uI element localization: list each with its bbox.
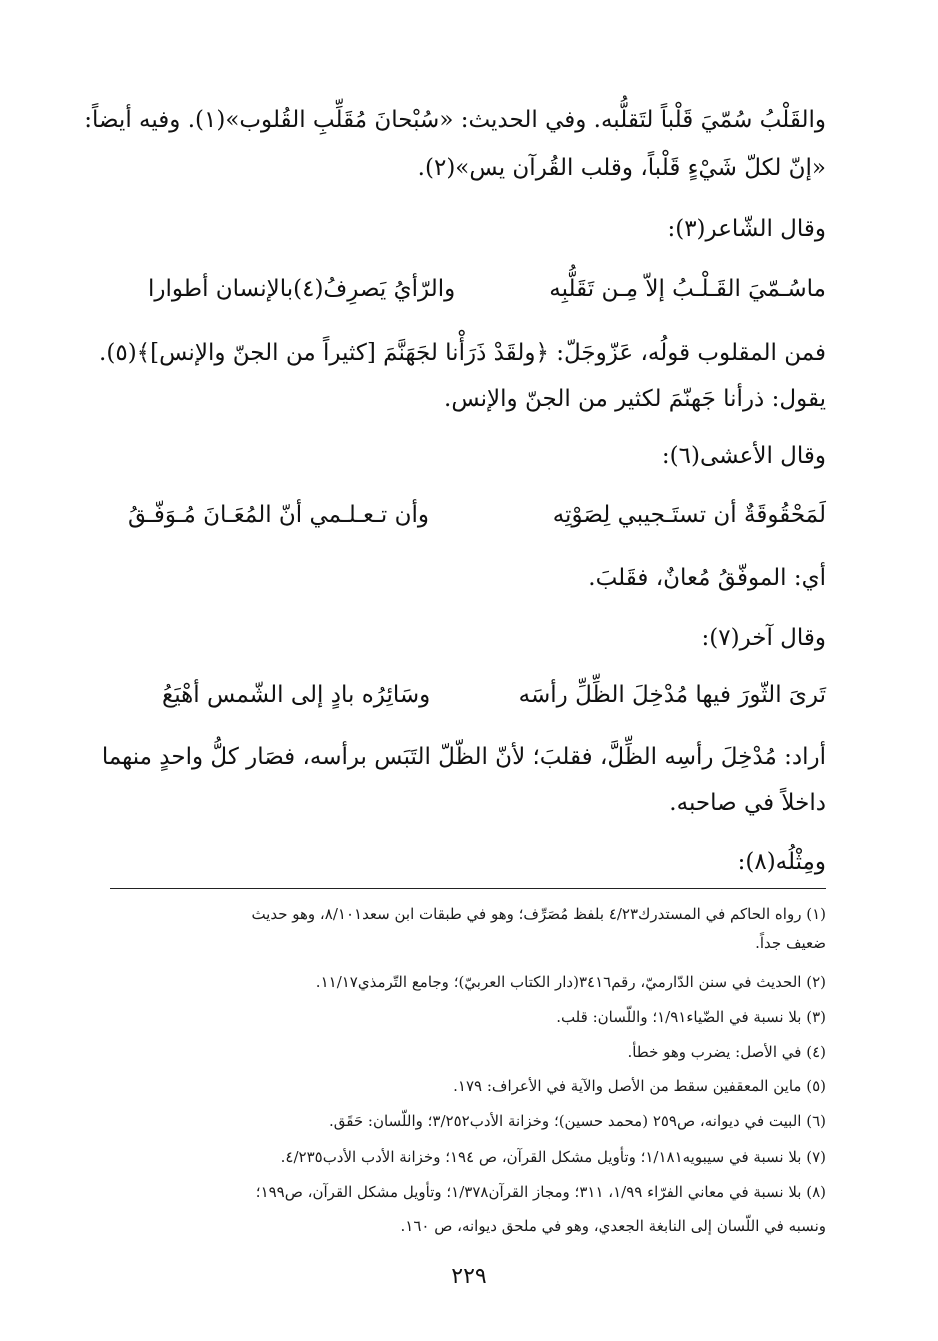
footnote-line: ونسبه في اللّسان إلى النابغة الجعدي، وهو في ملحق ديوانه، ص ١٦٠. [400, 1217, 826, 1235]
footnote-line: (٢) الحديث في سنن الدّارميّ، رقم٣٤١٦(دار الكتاب العربيّ)؛ وجامع التّرمذي١١/١٧. [315, 973, 826, 991]
verse-second-hemistich: وسَائِرُه بادٍ إلى الشّمس أهْيَعُ [162, 682, 431, 708]
body-line: داخلاً في صاحبه. [669, 790, 826, 816]
footnote-line: (٦) البيت في ديوانه، ص٢٥٩ (محمد حسين)؛ وخزانة الأدب٣/٢٥٢؛ واللّسان: حَقَق. [329, 1112, 826, 1130]
page-number: ٢٢٩ [451, 1264, 487, 1289]
verse-first-hemistich: لَمَحْقُوقَةٌ أن تستَـجيبي لِصَوْتِه [552, 502, 826, 528]
poet-intro: ومِثْلُه(٨): [737, 849, 826, 875]
verse-second-hemistich: وأن تـعـلـمي أنّ المُعَـانَ مُـوَفّـقُ [128, 502, 429, 528]
footnote-line: (٣) بلا نسبة في الضّياء١/٩١؛ واللّسان: قلب. [556, 1008, 826, 1026]
footnote-line: ضعيف جداً. [755, 934, 826, 952]
verse-second-hemistich: والرّأيُ يَصرِفُ(٤)بالإنسان أطوارا [148, 276, 456, 302]
footnote-line: (٤) في الأصل: يضرب وهو خطأ. [627, 1043, 826, 1061]
body-line: أي: الموفّقُ مُعانٌ، فقَلبَ. [588, 565, 826, 591]
footnote-line: (١) رواه الحاكم في المستدرك٤/٢٣ بلفظ مُصَرِّف؛ وهو في طبقات ابن سعد٨/١٠١، وهو حديث [251, 905, 826, 923]
verse-first-hemistich: ماسُـمّيَ القَـلْـبُ إلاّ مِـن تَقَلُّبِه [549, 276, 826, 302]
body-line: فمن المقلوب قولُه، عَزّوجَلّ: ﴿ولقَدْ ذَرَأْنا لجَهَنَّمَ [كثيراً من الجنّ والإنس]﴾(٥). [99, 340, 826, 366]
poet-intro: وقال الأعشى(٦): [661, 443, 826, 469]
verse-first-hemistich: تَرىَ الثّورَ فيها مُدْخِلَ الظِّلِّ رأسَه [518, 682, 826, 708]
body-line: «إنّ لكلّ شَيْءٍ قَلْباً، وقلب القُرآن يس»(٢). [417, 155, 826, 181]
footnote-line: (٥) ماين المعقفين سقط من الأصل والآية في الأعراف: ١٧٩. [453, 1077, 826, 1095]
poet-intro: وقال آخر(٧): [701, 625, 826, 651]
footnote-separator [110, 888, 826, 889]
footnote-line: (٧) بلا نسبة في سيبويه١/١٨١؛ وتأويل مشكل القرآن، ص ١٩٤؛ وخزانة الأدب الأدب٤/٢٣٥. [280, 1148, 826, 1166]
footnote-line: (٨) بلا نسبة في معاني الفرّاء ١/٩٩، ٣١١؛ ومجاز القرآن١/٣٧٨؛ وتأويل مشكل القرآن، ص١٩٩؛ [255, 1183, 826, 1201]
body-line: والقَلْبُ سُمّيَ قَلْباً لتَقلُّبه. وفي الحديث: «سُبْحانَ مُقَلِّبِ القُلوب»(١). وفيه أيضاً: [84, 107, 826, 133]
body-line: أراد: مُدْخِلَ رأسِه الظِّلَّ، فقلبَ؛ لأنّ الظّلّ التَبَس برأسه، فصَار كلُّ واحدٍ منهما [101, 744, 826, 770]
poet-intro: وقال الشّاعر(٣): [667, 216, 826, 242]
body-line: يقول: ذرأنا جَهنّمَ لكثير من الجنّ والإنس. [444, 386, 826, 412]
